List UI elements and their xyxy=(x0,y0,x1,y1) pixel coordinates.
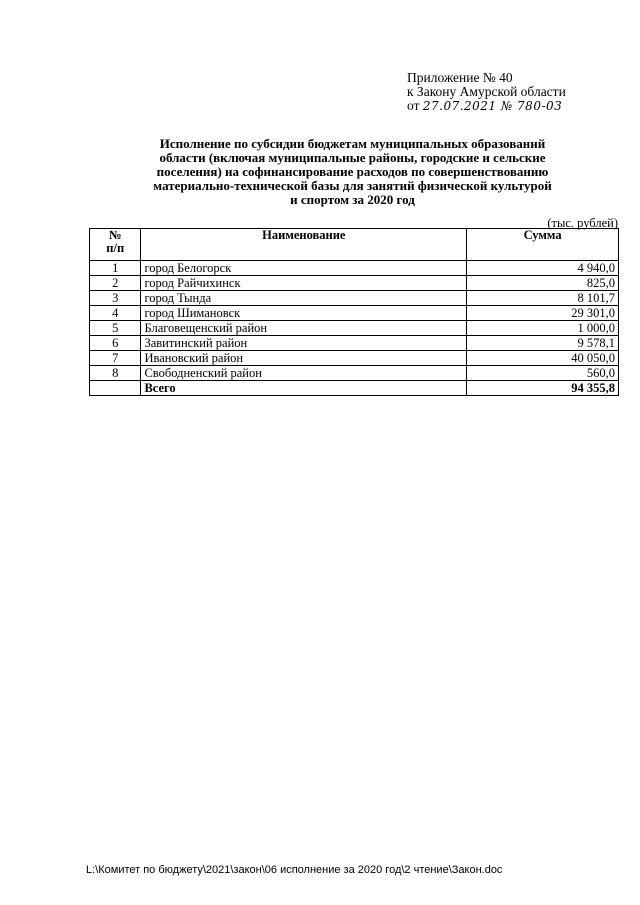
row-sum: 9 578,1 xyxy=(467,336,619,351)
table-row xyxy=(90,291,619,306)
row-num: 1 xyxy=(90,261,141,276)
document-title xyxy=(100,137,605,207)
table-row xyxy=(90,351,619,366)
row-name: Завитинский район xyxy=(141,336,467,351)
row-num: 5 xyxy=(90,321,141,336)
total-row xyxy=(90,381,619,396)
title-line: материально-технической базы для занятий физической культурой xyxy=(153,178,552,193)
title-line: области (включая муниципальные районы, городские и сельские xyxy=(159,150,546,165)
appendix-law: к Закону Амурской области xyxy=(407,84,566,99)
title-line: поселения) на софинансирование расходов по совершенствованию xyxy=(156,164,549,179)
row-name: город Шимановск xyxy=(141,306,467,321)
header-num: № п/п xyxy=(90,229,141,261)
table-row xyxy=(90,336,619,351)
total-num xyxy=(90,381,141,396)
row-num: 6 xyxy=(90,336,141,351)
row-sum: 825,0 xyxy=(467,276,619,291)
row-num: 8 xyxy=(90,366,141,381)
row-sum: 1 000,0 xyxy=(467,321,619,336)
file-path-footer: L:\Комитет по бюджету\2021\закон\06 исполнение за 2020 год\2 чтение\Закон.doc xyxy=(86,864,503,876)
header-name: Наименование xyxy=(141,229,467,261)
header-sum: Сумма xyxy=(467,229,619,261)
table-row xyxy=(90,276,619,291)
table-header-row xyxy=(90,229,619,261)
appendix-date-line xyxy=(407,99,566,113)
appendix-date-prefix: от xyxy=(407,98,420,113)
title-line: Исполнение по субсидии бюджетам муниципальных образований xyxy=(159,136,546,151)
table-row xyxy=(90,321,619,336)
row-num: 4 xyxy=(90,306,141,321)
table-row xyxy=(90,261,619,276)
row-sum: 40 050,0 xyxy=(467,351,619,366)
row-sum: 8 101,7 xyxy=(467,291,619,306)
row-name: Благовещенский район xyxy=(141,321,467,336)
row-num: 2 xyxy=(90,276,141,291)
row-name: город Белогорск xyxy=(141,261,467,276)
appendix-number: Приложение № 40 xyxy=(407,70,513,85)
appendix-block xyxy=(407,71,566,113)
row-num: 7 xyxy=(90,351,141,366)
row-name: город Райчихинск xyxy=(141,276,467,291)
total-sum: 94 355,8 xyxy=(467,381,619,396)
total-label: Всего xyxy=(141,381,467,396)
row-sum: 4 940,0 xyxy=(467,261,619,276)
row-num: 3 xyxy=(90,291,141,306)
row-name: Ивановский район xyxy=(141,351,467,366)
row-sum: 29 301,0 xyxy=(467,306,619,321)
table-row xyxy=(90,306,619,321)
title-line: и спортом за 2020 год xyxy=(290,192,415,207)
handwritten-date: 27.07.2021 № 780-03 xyxy=(422,99,563,113)
units-label: (тыс. рублей) xyxy=(547,216,618,230)
table-row xyxy=(90,366,619,381)
subsidy-table xyxy=(89,228,619,396)
row-name: Свободненский район xyxy=(141,366,467,381)
row-name: город Тында xyxy=(141,291,467,306)
row-sum: 560,0 xyxy=(467,366,619,381)
